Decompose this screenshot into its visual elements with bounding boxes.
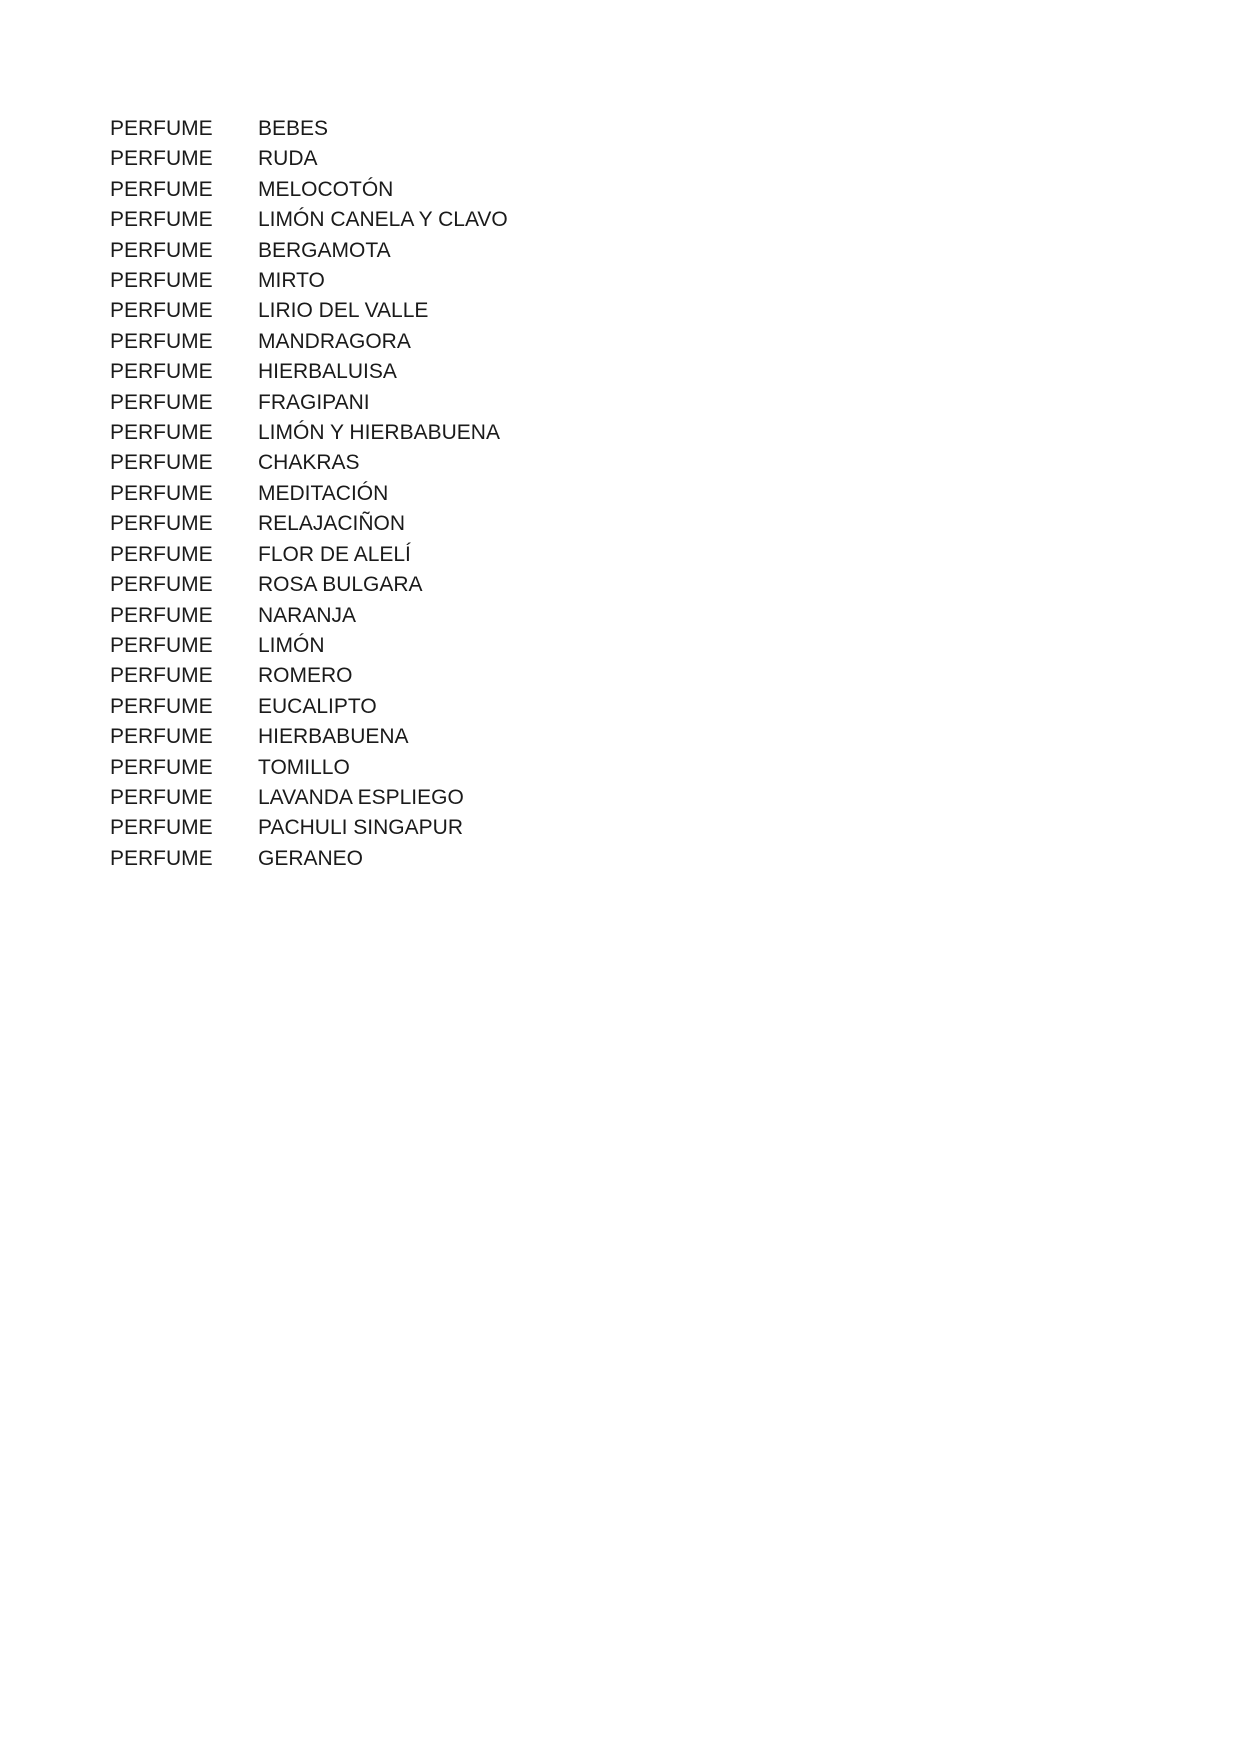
product-name-cell: ROSA BULGARA [258,573,423,597]
product-name-cell: MELOCOTÓN [258,177,394,201]
product-type-cell: PERFUME [110,421,213,445]
table-row [110,661,658,691]
product-type-cell: PERFUME [110,755,213,779]
table-row [110,327,658,357]
product-type-cell: PERFUME [110,117,213,140]
product-name-cell: ROMERO [258,664,353,688]
product-name-cell: TOMILLO [258,755,350,779]
table-row [110,296,658,326]
product-type-cell: PERFUME [110,694,213,718]
product-type-cell: PERFUME [110,603,213,627]
product-name-cell: RUDA [258,147,318,171]
table-row [110,418,658,448]
table-row [110,479,658,509]
product-type-cell: PERFUME [110,816,213,840]
product-name-cell: LIMÓN CANELA Y CLAVO [258,208,508,232]
product-name-cell: LIMÓN [258,633,325,657]
product-name-cell: EUCALIPTO [258,694,377,718]
product-name-cell: MANDRAGORA [258,329,411,353]
table-row [110,357,658,387]
product-table [110,114,658,874]
product-type-cell: PERFUME [110,299,213,323]
table-row [110,205,658,235]
product-type-cell: PERFUME [110,725,213,749]
table-row [110,692,658,722]
product-name-cell: PACHULI SINGAPUR [258,816,463,840]
product-name-cell: FRAGIPANI [258,390,370,414]
table-row [110,236,658,266]
table-row [110,144,658,174]
table-row [110,448,658,478]
product-type-cell: PERFUME [110,664,213,688]
table-row [110,540,658,570]
table-row [110,631,658,661]
product-type-cell: PERFUME [110,633,213,657]
table-row [110,783,658,813]
product-type-cell: PERFUME [110,785,213,809]
table-row [110,570,658,600]
product-type-cell: PERFUME [110,177,213,201]
product-name-cell: FLOR DE ALELÍ [258,542,411,566]
product-name-cell: HIERBALUISA [258,360,397,384]
product-name-cell: LAVANDA ESPLIEGO [258,785,464,809]
table-row [110,388,658,418]
product-type-cell: PERFUME [110,390,213,414]
product-type-cell: PERFUME [110,481,213,505]
product-type-cell: PERFUME [110,208,213,232]
table-row [110,114,658,144]
table-row [110,813,658,843]
product-name-cell: MIRTO [258,269,325,293]
table-row [110,266,658,296]
table-row [110,722,658,752]
product-type-cell: PERFUME [110,846,213,870]
product-name-cell: CHAKRAS [258,451,360,475]
product-type-cell: PERFUME [110,512,213,536]
product-type-cell: PERFUME [110,329,213,353]
product-type-cell: PERFUME [110,269,213,293]
product-name-cell: GERANEO [258,846,364,870]
product-name-cell: BEBES [258,117,329,140]
table-row [110,601,658,631]
product-type-cell: PERFUME [110,573,213,597]
product-name-cell: BERGAMOTA [258,238,391,262]
product-name-cell: RELAJACIÑON [258,512,406,536]
product-name-cell: LIMÓN Y HIERBABUENA [258,421,500,445]
product-type-cell: PERFUME [110,451,213,475]
product-type-cell: PERFUME [110,238,213,262]
table-row [110,844,658,874]
table-row [110,753,658,783]
table-row [110,175,658,205]
table-row [110,509,658,539]
product-name-cell: LIRIO DEL VALLE [258,299,429,323]
product-type-cell: PERFUME [110,147,213,171]
product-type-cell: PERFUME [110,360,213,384]
product-name-cell: NARANJA [258,603,357,627]
product-type-cell: PERFUME [110,542,213,566]
product-table-body [110,114,658,874]
product-name-cell: MEDITACIÓN [258,481,389,505]
product-name-cell: HIERBABUENA [258,725,409,749]
